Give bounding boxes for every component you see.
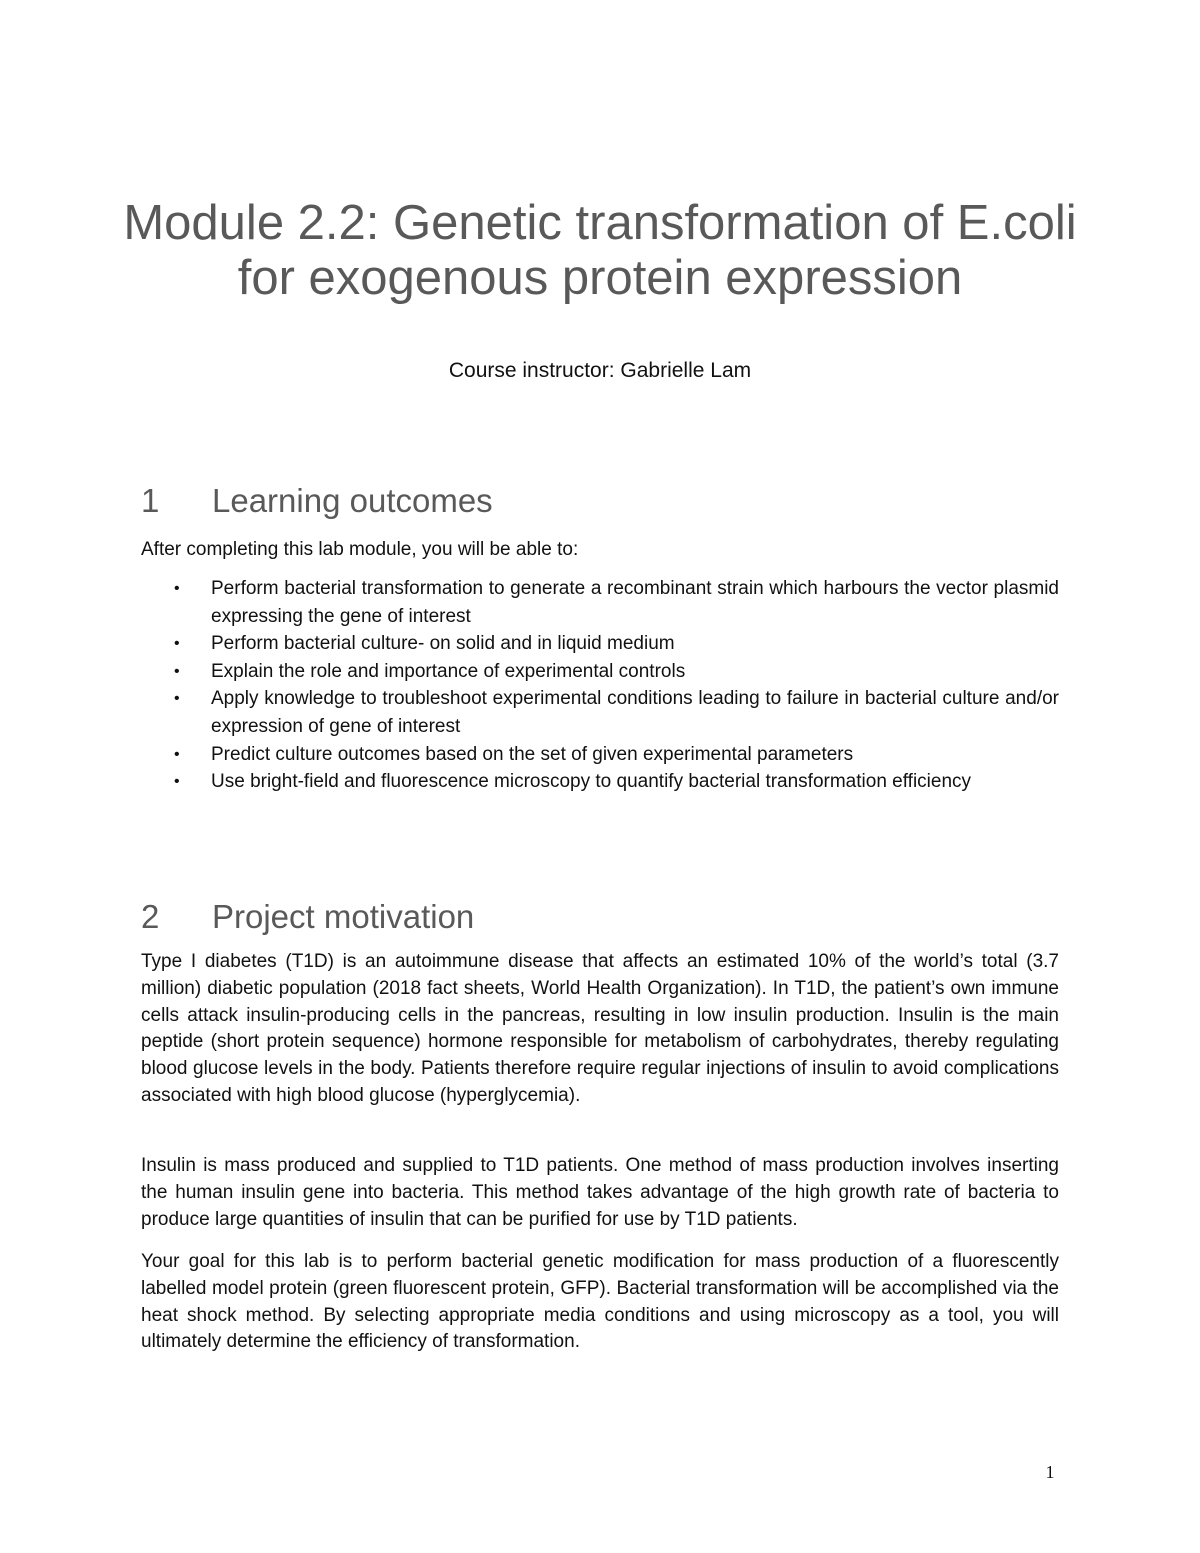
list-item bbox=[174, 630, 1059, 658]
section-heading-project-motivation bbox=[141, 897, 474, 937]
bullet-icon: • bbox=[174, 773, 180, 791]
list-item-text: Explain the role and importance of experimental controls bbox=[211, 660, 686, 682]
bullet-icon: • bbox=[174, 745, 180, 763]
course-instructor: Course instructor: Gabrielle Lam bbox=[448, 359, 752, 382]
bullet-icon: • bbox=[174, 635, 180, 653]
list-item bbox=[174, 768, 1059, 796]
list-item-text: Perform bacterial transformation to generate a recombinant strain which harbours the vector plasmid expressing the gene of interest bbox=[211, 578, 1059, 627]
bullet-icon: • bbox=[174, 662, 180, 680]
section-title: Project motivation bbox=[212, 898, 475, 935]
section-title: Learning outcomes bbox=[212, 482, 493, 519]
paragraph-lab-goal: Your goal for this lab is to perform bacterial genetic modification for mass production of a fluorescently labelled model protein (green fluorescent protein, GFP). Bacterial transformation will be accomplished via the heat shock method. By selecting appropriate media conditions and using microscopy as a tool, you will ultimately determine the efficiency of transformation. bbox=[141, 1251, 1059, 1353]
bullet-icon: • bbox=[174, 580, 180, 597]
list-item-text: Apply knowledge to troubleshoot experimental conditions leading to failure in bacterial culture and/or expression of gene of interest bbox=[211, 688, 1059, 737]
list-item-text: Use bright-field and fluorescence microscopy to quantify bacterial transformation efficiency bbox=[211, 771, 972, 793]
outcomes-intro: After completing this lab module, you will be able to: bbox=[141, 539, 579, 560]
list-item bbox=[174, 575, 1059, 630]
learning-outcomes-list bbox=[174, 575, 1059, 796]
paragraph-t1d-background: Type I diabetes (T1D) is an autoimmune disease that affects an estimated 10% of the world’s total (3.7 million) diabetic population (2018 fact sheets, World Health Organization). In T1D, the patient’s own immune cells attack insulin-producing cells in the pancreas, resulting in low insulin production. Insulin is the main peptide (short protein sequence) hormone responsible for metabolism of carbohydrates, thereby regulating blood glucose levels in the body. Patients therefore require regular injections of insulin to avoid complications associated with high blood glucose (hyperglycemia). bbox=[141, 951, 1059, 1106]
page-number: 1 bbox=[1045, 1462, 1055, 1482]
bullet-icon: • bbox=[174, 690, 180, 708]
document-title: Module 2.2: Genetic transformation of E.coli for exogenous protein expression bbox=[123, 196, 1077, 305]
list-item bbox=[174, 741, 1059, 769]
list-item-text: Predict culture outcomes based on the set of given experimental parameters bbox=[211, 743, 854, 765]
paragraph-insulin-production: Insulin is mass produced and supplied to T1D patients. One method of mass production involves inserting the human insulin gene into bacteria. This method takes advantage of the high growth rate of bacteria to produce large quantities of insulin that can be purified for use by T1D patients. bbox=[141, 1155, 1059, 1230]
list-item-text: Perform bacterial culture- on solid and in liquid medium bbox=[211, 633, 675, 655]
list-item bbox=[174, 658, 1059, 686]
section-heading-learning-outcomes bbox=[141, 481, 493, 521]
section-number: 2 bbox=[141, 898, 160, 935]
list-item bbox=[174, 685, 1059, 740]
section-number: 1 bbox=[141, 482, 160, 519]
